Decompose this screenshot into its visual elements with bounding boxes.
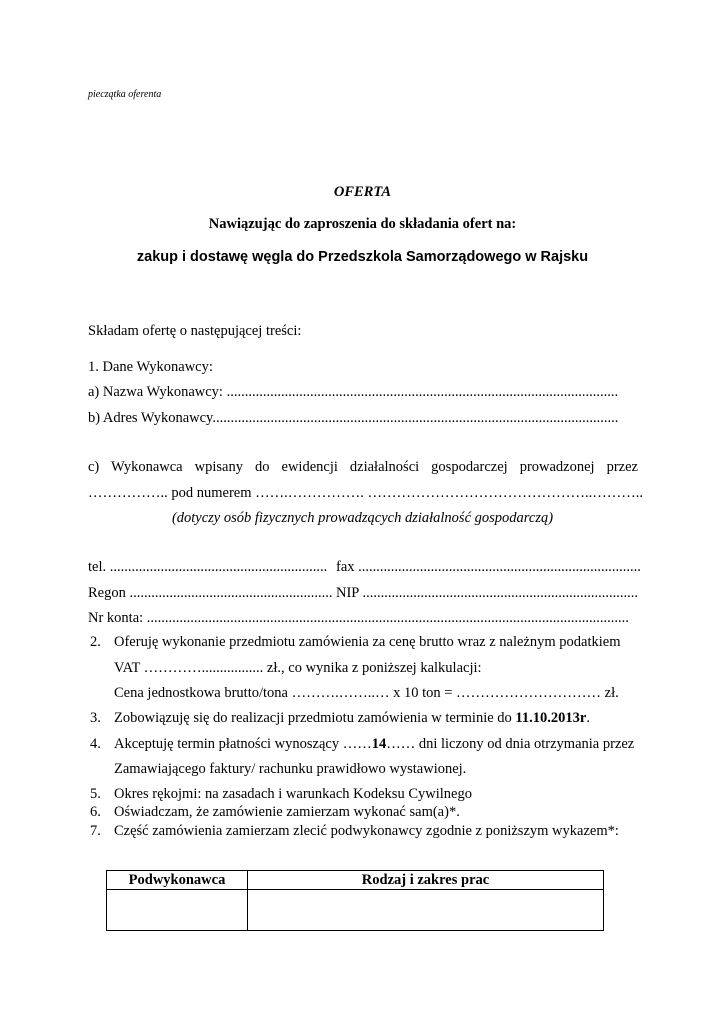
nip-field: NIP ............................................................................ bbox=[336, 585, 638, 601]
subcontractor-table bbox=[106, 870, 604, 931]
item-4-pre: Akceptuję termin płatności wynoszący …… bbox=[114, 736, 372, 752]
registry-line-1: c) Wykonawca wpisany do ewidencji działalności gospodarczej prowadzonej przez bbox=[88, 459, 638, 475]
stamp-label: pieczątka oferenta bbox=[88, 89, 162, 100]
deadline-date: 11.10.2013r bbox=[515, 710, 587, 726]
item-7-text: Część zamówienia zamierzam zlecić podwykonawcy zgodnie z poniższym wykazem*: bbox=[114, 823, 619, 839]
document-subject: zakup i dostawę węgla do Przedszkola Samorządowego w Rajsku bbox=[136, 249, 589, 265]
item-2-line-3: Cena jednostkowa brutto/tona ……….……..… x 10 ton = ………………………… zł. bbox=[114, 685, 619, 701]
contractor-address-field: b) Adres Wykonawcy................................................................................................................ bbox=[88, 410, 619, 426]
item-3-period: . bbox=[586, 710, 590, 726]
table-row bbox=[107, 890, 604, 931]
item-2-line-2: VAT …………................. zł., co wynika z poniższej kalkulacji: bbox=[114, 660, 482, 676]
item-4-line-1 bbox=[114, 735, 634, 753]
item-6-text: Oświadczam, że zamówienie zamierzam wykonać sam(a)*. bbox=[114, 804, 460, 820]
subcontractor-cell[interactable] bbox=[107, 890, 248, 931]
registry-note: (dotyczy osób fizycznych prowadzących działalność gospodarczą) bbox=[171, 510, 554, 526]
contractor-section-label: 1. Dane Wykonawcy: bbox=[88, 359, 213, 375]
scope-cell[interactable] bbox=[248, 890, 604, 931]
account-field: Nr konta: ..................................................................................................................................... bbox=[88, 610, 629, 626]
intro-text: Składam ofertę o następującej treści: bbox=[88, 323, 302, 339]
registry-line-2: …………….. pod numerem …….……………. ………………………………………..……….. bbox=[88, 485, 644, 501]
item-2-line-1: Oferuję wykonanie przedmiotu zamówienia za cenę brutto wraz z należnym podatkiem bbox=[114, 634, 621, 650]
item-4-post: …… dni liczony od dnia otrzymania przez bbox=[386, 736, 635, 752]
item-3-number: 3. bbox=[90, 710, 101, 726]
item-2-number: 2. bbox=[90, 634, 101, 650]
column-header-subcontractor: Podwykonawca bbox=[107, 871, 248, 890]
item-5-number: 5. bbox=[90, 786, 101, 802]
contractor-name-field: a) Nazwa Wykonawcy: ............................................................................................................ bbox=[88, 384, 619, 400]
column-header-scope: Rodzaj i zakres prac bbox=[248, 871, 604, 890]
item-6-number: 6. bbox=[90, 804, 101, 820]
fax-field: fax .............................................................................. bbox=[336, 559, 641, 575]
document-title: OFERTA bbox=[333, 184, 392, 200]
item-7-number: 7. bbox=[90, 823, 101, 839]
tel-field: tel. ............................................................ bbox=[88, 559, 328, 575]
table-header-row bbox=[107, 871, 604, 890]
item-3-text bbox=[114, 709, 590, 727]
regon-field: Regon ........................................................ bbox=[88, 585, 333, 601]
item-3-label: Zobowiązuję się do realizacji przedmiotu zamówienia w terminie do bbox=[114, 710, 516, 726]
item-4-number: 4. bbox=[90, 736, 101, 752]
payment-days: 14 bbox=[371, 736, 387, 752]
item-4-line-2: Zamawiającego faktury/ rachunku prawidłowo wystawionej. bbox=[114, 761, 467, 777]
document-subtitle: Nawiązując do zaproszenia do składania ofert na: bbox=[208, 216, 517, 232]
item-5-text: Okres rękojmi: na zasadach i warunkach Kodeksu Cywilnego bbox=[114, 786, 472, 802]
